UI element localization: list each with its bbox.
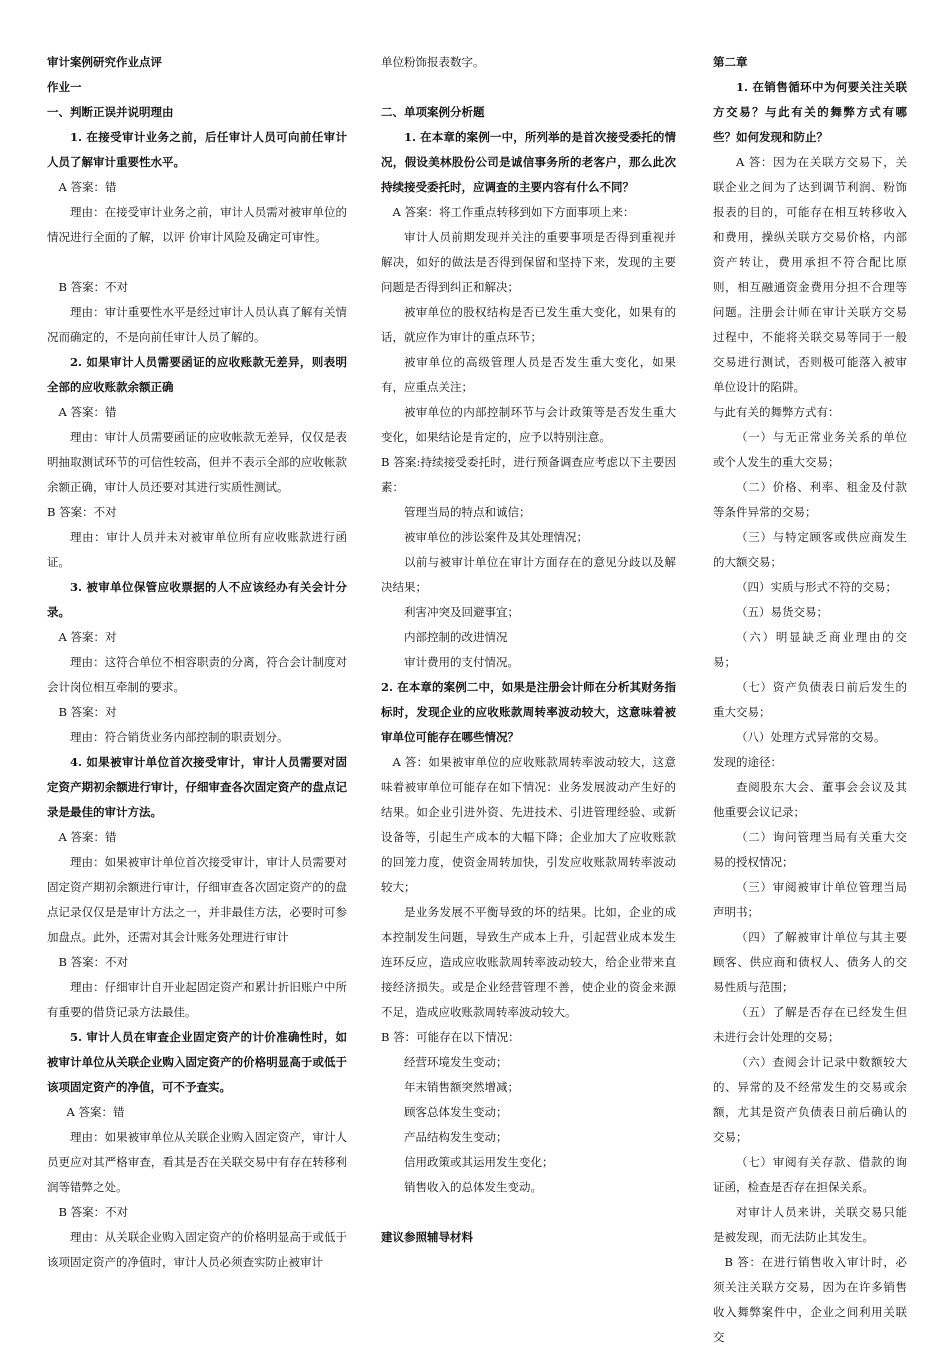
text-paragraph: （七）审阅有关存款、借款的询证函，检查是否存在担保关系。 <box>713 1155 907 1194</box>
blank-line <box>381 1200 676 1225</box>
heading-paragraph: 第二章 <box>713 55 748 69</box>
text-paragraph: 审计人员前期发现并关注的重要事项是否得到重视并解决，如好的做法是否得到保留和坚持下来，发现的主要问题是否得到纠正和解决； <box>381 230 676 294</box>
heading-paragraph: 1. 在接受审计业务之前，后任审计人员可向前任审计人员了解审计重要性水平。 <box>47 130 347 169</box>
column-left <box>47 50 347 1275</box>
text-paragraph: B 答案:持续接受委托时，进行预备调查应考虑以下主要因素： <box>381 455 676 494</box>
heading-paragraph: 2. 如果审计人员需要函证的应收账款无差异，则表明全部的应收账款余额正确 <box>47 355 347 394</box>
heading-paragraph: 作业一 <box>47 80 82 94</box>
text-paragraph: （三）审阅被审计单位管理当局声明书； <box>713 880 907 919</box>
text-paragraph: 查阅股东大会、董事会会议及其他重要会议记录； <box>713 780 907 819</box>
heading-paragraph: 1. 在本章的案例一中，所列举的是首次接受委托的情况，假设美林股份公司是诚信事务所的老客户，那么此次持续接受委托时，应调查的主要内容有什么不同？ <box>381 130 676 194</box>
text-paragraph: 理由：仔细审计自开业起固定资产和累计折旧账户中所有重要的借贷记录方法最佳。 <box>47 980 347 1019</box>
text-paragraph: 信用政策或其运用发生变化； <box>404 1155 554 1169</box>
text-paragraph: 理由：这符合单位不相容职责的分离，符合会计制度对会计岗位相互牵制的要求。 <box>47 655 347 694</box>
heading-paragraph: 2. 在本章的案例二中，如果是注册会计师在分析其财务指标时，发现企业的应收账款周转率波动较大，这意味着被审单位可能存在哪些情况？ <box>381 680 676 744</box>
text-paragraph: 被审单位的内部控制环节与会计政策等是否发生重大变化，如果结论是肯定的，应予以特别注意。 <box>381 405 676 444</box>
text-paragraph: A 答案：错 <box>58 405 117 419</box>
text-paragraph: 理由：审计重要性水平是经过审计人员认真了解有关情况而确定的，不是向前任审计人员了解的。 <box>47 305 347 344</box>
text-paragraph: （四）了解被审计单位与其主要顾客、供应商和债权人、债务人的交易性质与范围； <box>713 930 907 994</box>
text-paragraph: 销售收入的总体发生变动。 <box>404 1180 542 1194</box>
text-paragraph: 内部控制的改进情况 <box>404 630 508 644</box>
text-paragraph: 被审单位的高级管理人员是否发生重大变化，如果有，应重点关注； <box>381 355 676 394</box>
heading-paragraph: 1. 在销售循环中为何要关注关联方交易？与此有关的舞弊方式有哪些？如何发现和防止？ <box>713 80 907 144</box>
text-paragraph: 理由：审计人员需要函证的应收帐款无差异，仅仅是表明抽取测试环节的可信性较高，但并不表示全部的应收帐款余额正确，审计人员还要对其进行实质性测试。 <box>47 430 347 494</box>
text-paragraph: 经营环境发生变动； <box>404 1055 508 1069</box>
text-paragraph: 顾客总体发生变动； <box>404 1105 508 1119</box>
text-paragraph: （六）明显缺乏商业理由的交易； <box>713 630 907 669</box>
text-paragraph: （八）处理方式异常的交易。 <box>736 730 886 744</box>
text-paragraph: 理由：审计人员并未对被审单位所有应收账款进行函证。 <box>47 530 347 569</box>
text-paragraph: 理由：如果被审计单位首次接受审计，审计人员需要对固定资产期初余额进行审计，仔细审查各次固定资产的的盘点记录仅仅是是审计方法之一，并非最佳方法，必要时可参加盘点。此外，还需对其会计账务处理进行审计 <box>47 855 347 944</box>
text-paragraph: 被审单位的涉讼案件及其处理情况； <box>404 530 588 544</box>
text-paragraph: A 答案：将工作重点转移到如下方面事项上来： <box>392 205 635 219</box>
text-paragraph: B 答案：不对 <box>58 955 129 969</box>
text-paragraph: A 答案：错 <box>66 1105 125 1119</box>
text-paragraph: （五）易货交易； <box>736 605 828 619</box>
text-paragraph: B 答案：不对 <box>58 1205 129 1219</box>
heading-paragraph: 审计案例研究作业点评 <box>47 55 162 69</box>
text-paragraph: 发现的途径： <box>713 755 782 769</box>
column-middle <box>381 50 676 1250</box>
text-paragraph: B 答案：不对 <box>58 280 129 294</box>
text-paragraph: 与此有关的舞弊方式有： <box>713 405 840 419</box>
text-paragraph: 被审单位的股权结构是否已发生重大变化，如果有的话，就应作为审计的重点环节； <box>381 305 676 344</box>
text-paragraph: 单位粉饰报表数字。 <box>381 55 485 69</box>
text-paragraph: （二）价格、利率、租金及付款等条件异常的交易； <box>713 480 907 519</box>
text-paragraph: （三）与特定顾客或供应商发生的大额交易； <box>713 530 907 569</box>
heading-paragraph: 3. 被审单位保管应收票据的人不应该经办有关会计分录。 <box>47 580 347 619</box>
text-paragraph: 理由：在接受审计业务之前，审计人员需对被审单位的情况进行全面的了解，以评 价审计风险及确定可审性。 <box>47 205 347 244</box>
heading-paragraph: 二、单项案例分析题 <box>381 105 485 119</box>
text-paragraph: 对审计人员来讲，关联交易只能是被发现，而无法防止其发生。 <box>713 1205 907 1244</box>
text-paragraph: A 答：因为在关联方交易下，关联企业之间为了达到调节利润、粉饰报表的目的，可能存在相互转移收入和费用，操纵关联方交易价格，内部资产转让，费用承担不符合配比原则，相互融通资金费用分担不合理等问题。注册会计师在审计关联方交易过程中，不能将关联交易等同于一般交易进行测试，否则极可能落入被审单位设计的陷阱。 <box>713 155 907 394</box>
text-paragraph: 审计费用的支付情况。 <box>404 655 519 669</box>
text-paragraph: （五）了解是否存在已经发生但未进行会计处理的交易； <box>713 1005 907 1044</box>
text-paragraph: A 答案：对 <box>58 630 117 644</box>
heading-paragraph: 4. 如果被审计单位首次接受审计，审计人员需要对固定资产期初余额进行审计，仔细审查各次固定资产的盘点记录是最佳的审计方法。 <box>47 755 347 819</box>
text-paragraph: （二）询问管理当局有关重大交易的授权情况； <box>713 830 907 869</box>
text-paragraph: B 答案：不对 <box>47 505 117 519</box>
text-paragraph: B 答：可能存在以下情况： <box>381 1030 520 1044</box>
text-paragraph: A 答案：错 <box>58 180 117 194</box>
blank-line <box>47 250 347 275</box>
text-paragraph: （七）资产负债表日前后发生的重大交易； <box>713 680 907 719</box>
text-paragraph: 是业务发展不平衡导致的坏的结果。比如，企业的成本控制发生问题，导致生产成本上升，引起营业成本发生连环反应，造成应收账款周转率波动较大，给企业带来直接经济损失。或是企业经营管理不善，使企业的资金来源不足，造成应收账款周转率波动较大。 <box>381 905 676 1019</box>
heading-paragraph: 5. 审计人员在审查企业固定资产的计价准确性时，如被审计单位从关联企业购入固定资产的价格明显高于或低于该项固定资产的净值，可不予查实。 <box>47 1030 347 1094</box>
text-paragraph: （六）查阅会计记录中数额较大的、异常的及不经常发生的交易或余额，尤其是资产负债表日前后确认的交易； <box>713 1055 907 1144</box>
text-paragraph: B 答：在进行销售收入审计时，必须关注关联方交易，因为在许多销售收入舞弊案件中，企业之间利用关联交 <box>713 1255 907 1344</box>
text-paragraph: 管理当局的特点和诚信； <box>404 505 531 519</box>
text-paragraph: 产品结构发生变动； <box>404 1130 508 1144</box>
text-paragraph: 年末销售额突然增减； <box>404 1080 519 1094</box>
text-paragraph: 理由：如果被审单位从关联企业购入固定资产，审计人员更应对其严格审查，看其是否在关联交易中有存在转移利润等错弊之处。 <box>47 1130 347 1194</box>
heading-paragraph: 一、判断正误并说明理由 <box>47 105 174 119</box>
column-right <box>713 50 907 1350</box>
text-paragraph: （四）实质与形式不符的交易； <box>736 580 897 594</box>
text-paragraph: A 答案：错 <box>58 830 117 844</box>
text-paragraph: 以前与被审计单位在审计方面存在的意见分歧以及解决结果； <box>381 555 676 594</box>
text-paragraph: 理由：从关联企业购入固定资产的价格明显高于或低于该项固定资产的净值时，审计人员必须查实防止被审计 <box>47 1230 347 1269</box>
text-paragraph: A 答：如果被审单位的应收账款周转率波动较大，这意味着被审单位可能存在如下情况：业务发展波动产生好的结果。如企业引进外资、先进技术、引进管理经验、或新设备等，引起生产成本的大幅下降；企业加大了应收账款的回笼力度，使资金周转加快，引发应收账款周转率波动较大； <box>381 755 676 894</box>
text-paragraph: 利害冲突及回避事宜； <box>404 605 519 619</box>
heading-paragraph: 建议参照辅导材料 <box>381 1230 473 1244</box>
blank-line <box>381 75 676 100</box>
text-paragraph: B 答案：对 <box>58 705 117 719</box>
text-paragraph: （一）与无正常业务关系的单位或个人发生的重大交易； <box>713 430 907 469</box>
text-paragraph: 理由：符合销货业务内部控制的职责划分。 <box>70 730 289 744</box>
